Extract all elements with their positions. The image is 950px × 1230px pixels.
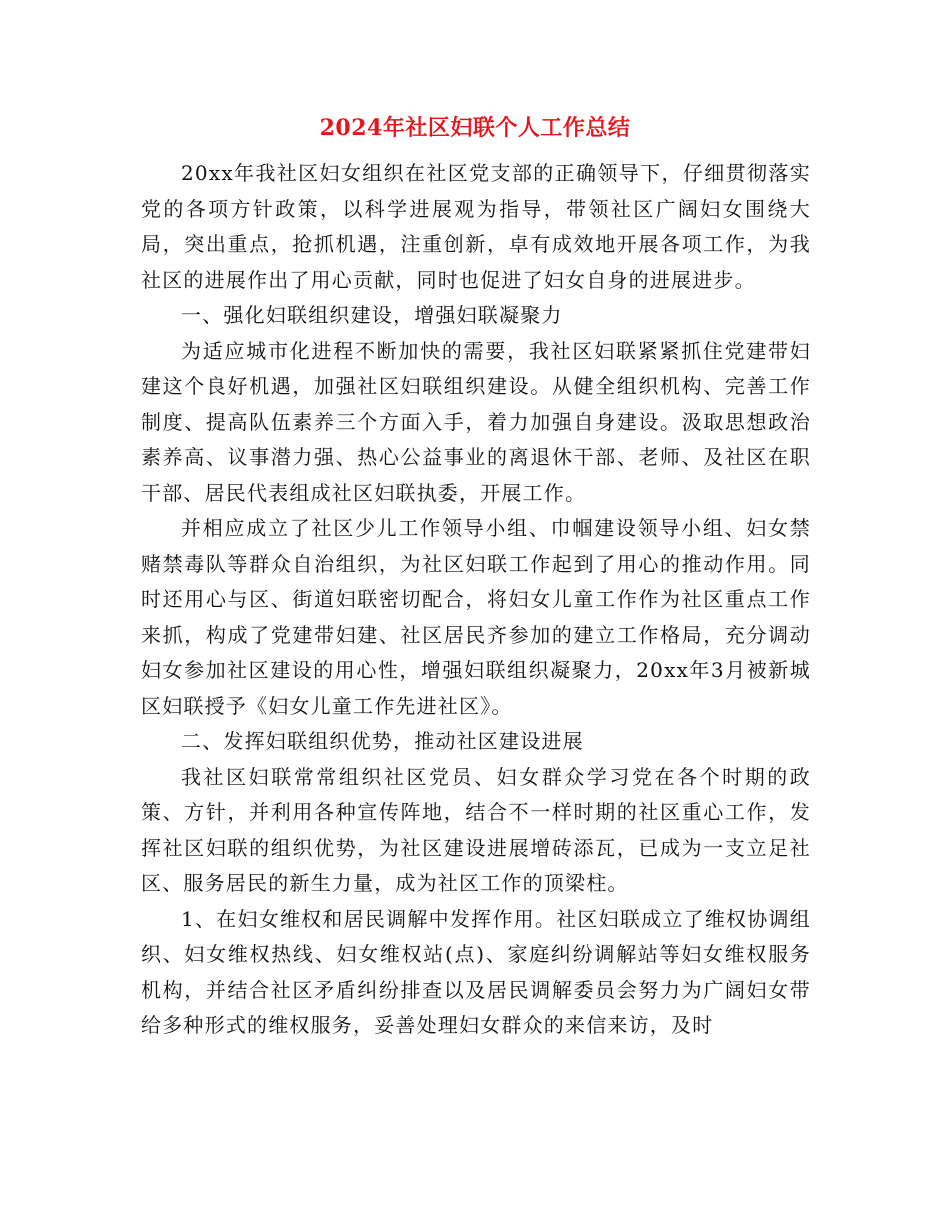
- paragraph: 我社区妇联常常组织社区党员、妇女群众学习党在各个时期的政策、方针，并利用各种宣传阵地，结合不一样时期的社区重心工作，发挥社区妇联的组织优势，为社区建设进展增砖添瓦，已成为一支立足社区、服务居民的新生力量，成为社区工作的顶梁柱。: [141, 764, 811, 895]
- document-body: [141, 156, 811, 1044]
- paragraph: 1、在妇女维权和居民调解中发挥作用。社区妇联成立了维权协调组织、妇女维权热线、妇女维权站(点)、家庭纠纷调解站等妇女维权服务机构，并结合社区矛盾纠纷排查以及居民调解委员会努力为广阔妇女带给多种形式的维权服务，妥善处理妇女群众的来信来访，及时: [141, 906, 811, 1037]
- paragraph: 并相应成立了社区少儿工作领导小组、巾帼建设领导小组、妇女禁赌禁毒队等群众自治组织，为社区妇联工作起到了用心的推动作用。同时还用心与区、街道妇联密切配合，将妇女儿童工作作为社区重点工作来抓，构成了党建带妇建、社区居民齐参加的建立工作格局，充分调动妇女参加社区建设的用心性，增强妇联组织凝聚力，20xx年3月被新城区妇联授予《妇女儿童工作先进社区》。: [141, 516, 811, 718]
- section-heading-2: 二、发挥妇联组织优势，推动社区建设进展: [181, 729, 584, 753]
- section-heading-1: 一、强化妇联组织建设，增强妇联凝聚力: [181, 303, 563, 327]
- document-title: 2024年社区妇联个人工作总结: [319, 115, 631, 141]
- paragraph: 为适应城市化进程不断加快的需要，我社区妇联紧紧抓住党建带妇建这个良好机遇，加强社区妇联组织建设。从健全组织机构、完善工作制度、提高队伍素养三个方面入手，着力加强自身建设。汲取思想政治素养高、议事潜力强、热心公益事业的离退休干部、老师、及社区在职干部、居民代表组成社区妇联执委，开展工作。: [141, 338, 811, 505]
- paragraph-intro: 20xx年我社区妇女组织在社区党支部的正确领导下，仔细贯彻落实党的各项方针政策，以科学进展观为指导，带领社区广阔妇女围绕大局，突出重点，抢抓机遇，注重创新，卓有成效地开展各项工作，为我社区的进展作出了用心贡献，同时也促进了妇女自身的进展进步。: [141, 161, 811, 292]
